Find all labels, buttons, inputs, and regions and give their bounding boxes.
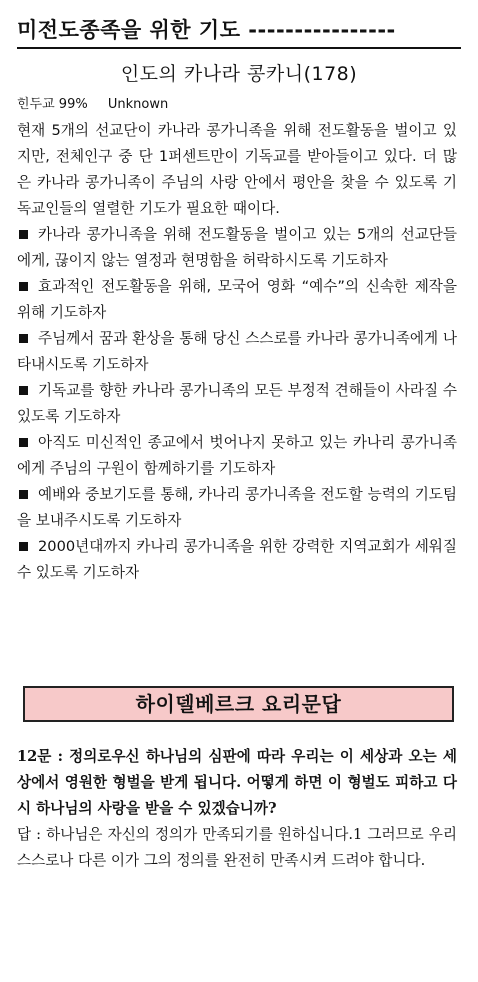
prayer-text: 카나라 콩가니족을 위해 전도활동을 벌이고 있는 5개의 선교단들에게, 끊이지 않는 열정과 현명함을 허락하시도록 기도하자	[17, 226, 457, 269]
religion-stat: 힌두교 99%	[17, 97, 88, 112]
square-bullet-icon	[19, 334, 28, 343]
status-text: Unknown	[107, 97, 169, 112]
catechism-block	[17, 744, 457, 874]
prayer-text: 예배와 중보기도를 통해, 카나리 콩가니족을 전도할 능력의 기도팀을 보내주시도록 기도하자	[17, 486, 457, 529]
prayer-item	[17, 274, 457, 326]
catechism-answer: 답 : 하나님은 자신의 정의가 만족되기를 원하십니다.1 그러므로 우리 스스로나 다른 이가 그의 정의를 완전히 만족시켜 드려야 합니다.	[17, 826, 457, 869]
prayer-text: 주님께서 꿈과 환상을 통해 당신 스스로를 카나라 콩가니족에게 나타내시도록 기도하자	[17, 330, 457, 373]
square-bullet-icon	[19, 230, 28, 239]
prayer-section	[17, 92, 457, 586]
prayer-item	[17, 378, 457, 430]
prayer-text: 2000년대까지 카나리 콩가니족을 위한 강력한 지역교회가 세워질 수 있도록 기도하자	[17, 538, 457, 581]
prayer-item	[17, 430, 457, 482]
prayer-text: 효과적인 전도활동을 위해, 모국어 영화 “예수”의 신속한 제작을 위해 기도하자	[17, 278, 457, 321]
title-underline	[17, 47, 461, 49]
meta-line	[17, 92, 457, 118]
prayer-text: 아직도 미신적인 종교에서 벗어나지 못하고 있는 카나리 콩가니족에게 주님의 구원이 함께하기를 기도하자	[17, 434, 457, 477]
square-bullet-icon	[19, 490, 28, 499]
prayer-item	[17, 326, 457, 378]
page-title: 미전도종족을 위한 기도 ----------------	[17, 18, 396, 42]
catechism-question: 12문 : 정의로우신 하나님의 심판에 따라 우리는 이 세상과 오는 세상에서 영원한 형벌을 받게 됩니다. 어떻게 하면 이 형벌도 피하고 다시 하나님의 사랑을 받을 수 있겠습니까?	[17, 748, 457, 817]
square-bullet-icon	[19, 282, 28, 291]
prayer-item	[17, 534, 457, 586]
square-bullet-icon	[19, 386, 28, 395]
prayer-item	[17, 482, 457, 534]
square-bullet-icon	[19, 542, 28, 551]
square-bullet-icon	[19, 438, 28, 447]
people-group-subtitle: 인도의 카나라 콩카니(178)	[120, 63, 358, 85]
intro-paragraph: 현재 5개의 선교단이 카나라 콩가니족을 위해 전도활동을 벌이고 있지만, 전체인구 중 단 1퍼센트만이 기독교를 받아들이고 있다. 더 많은 카나라 콩가니족이 주님의 사랑 안에서 평안을 찾을 수 있도록 기독교인들의 열렬한 기도가 필요한 때이다.	[17, 122, 457, 217]
prayer-item	[17, 222, 457, 274]
section-heading-box: 하이델베르크 요리문답	[23, 686, 454, 722]
prayer-list	[17, 222, 457, 586]
prayer-text: 기독교를 향한 카나라 콩가니족의 모든 부정적 견해들이 사라질 수 있도록 기도하자	[17, 382, 457, 425]
